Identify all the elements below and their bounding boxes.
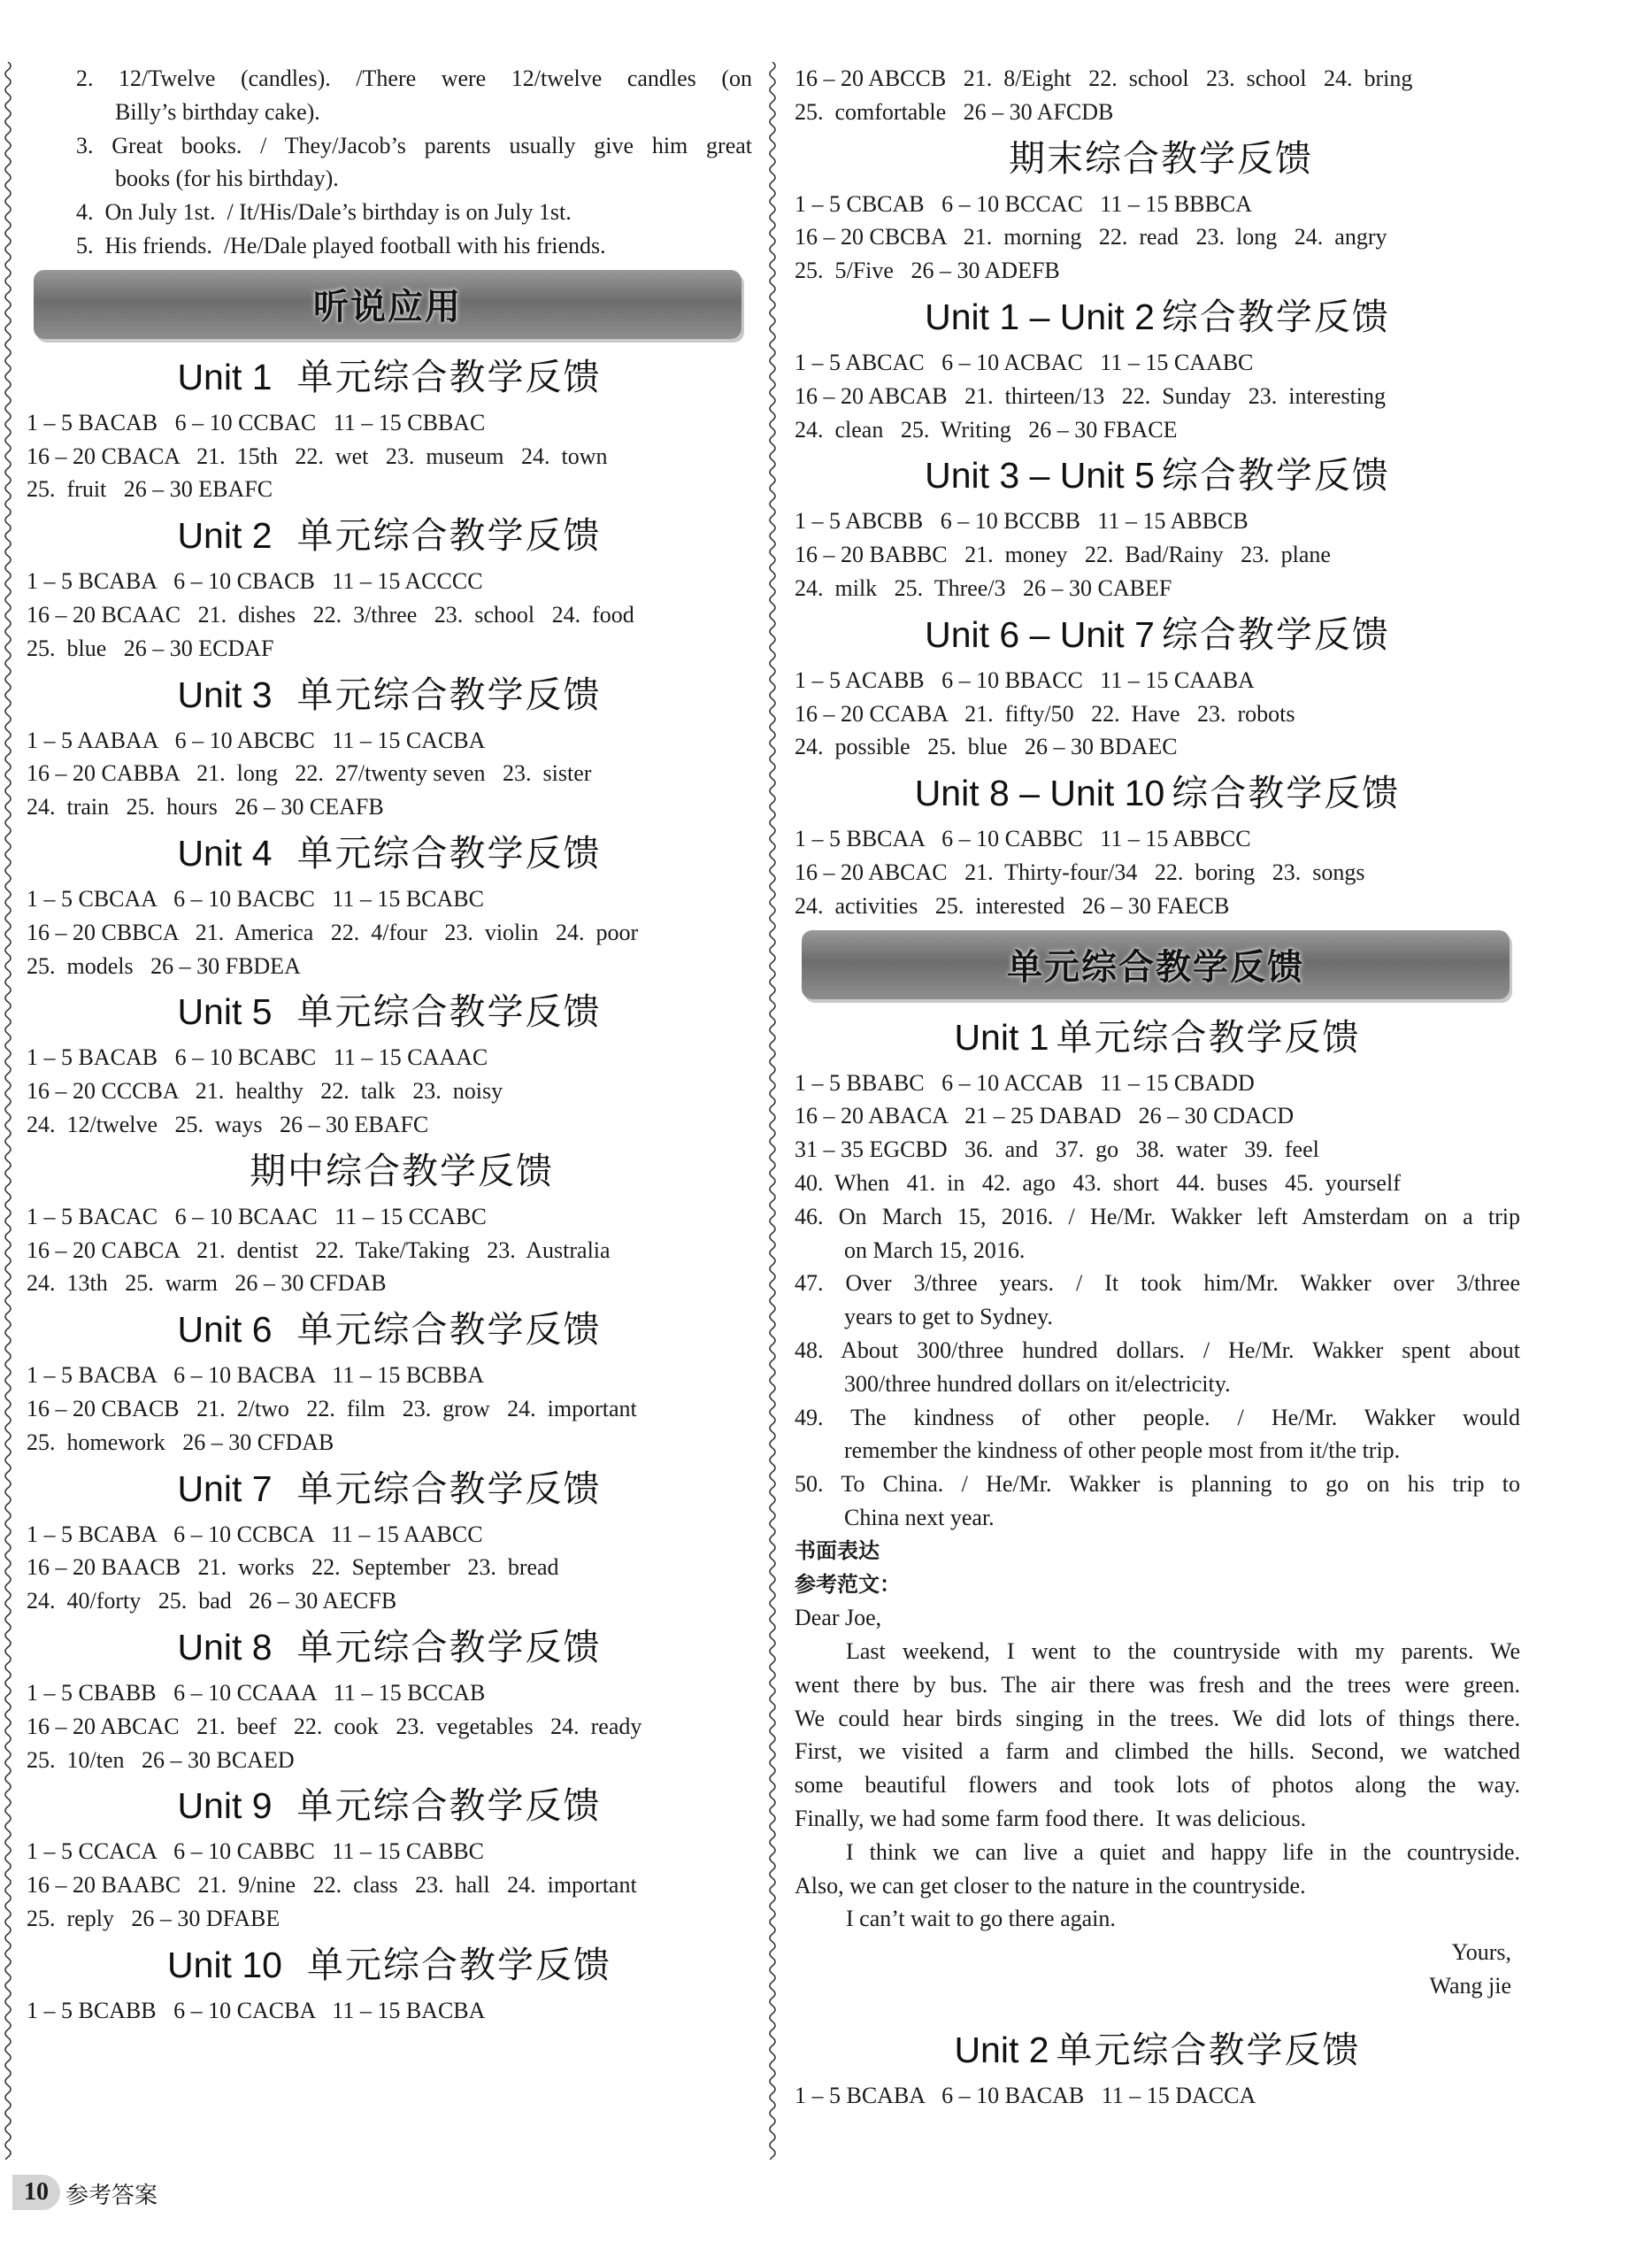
- answer-line: 25. fruit 26 – 30 EBAFC: [27, 476, 273, 503]
- heading-title: 单元综合教学反馈: [296, 355, 602, 398]
- heading-unit: Unit 8 – Unit 10: [914, 773, 1165, 814]
- answer-line: 参考范文：: [795, 1571, 901, 1597]
- page-number: 10: [12, 2175, 60, 2210]
- answer-line: 16 – 20 CABBA 21. long 22. 27/twenty seven 23. sister: [27, 760, 592, 787]
- heading-title: 综合教学反馈: [1161, 295, 1390, 338]
- section-heading: [795, 133, 1520, 184]
- answer-line: Also, we can get closer to the nature in the countryside.: [795, 1872, 1306, 1899]
- answer-line: years to get to Sydney.: [844, 1304, 1053, 1330]
- section-heading: [27, 986, 752, 1037]
- answer-line: 1 – 5 ABCBB 6 – 10 BCCBB 11 – 15 ABBCB: [795, 508, 1249, 535]
- answer-line: 50. To China. / He/Mr. Wakker is planning to go on his trip to: [795, 1471, 1520, 1498]
- answer-line: Finally, we had some farm food there. It was delicious.: [795, 1806, 1307, 1832]
- answer-line: books (for his birthday).: [115, 166, 339, 192]
- answer-line: 47. Over 3/three years. / It took him/Mr. Wakker over 3/three: [795, 1270, 1520, 1297]
- section-heading: [27, 1939, 752, 1991]
- answer-line: 16 – 20 CABCA 21. dentist 22. Take/Taking 23. Australia: [27, 1236, 611, 1263]
- answer-line: 16 – 20 BABBC 21. money 22. Bad/Rainy 23. plane: [795, 542, 1331, 568]
- answer-line: 1 – 5 CBABB 6 – 10 CCAAA 11 – 15 BCCAB: [27, 1679, 486, 1706]
- left-border-wave: [2, 62, 14, 2160]
- answer-line: 1 – 5 AABAA 6 – 10 ABCBC 11 – 15 CACBA: [27, 727, 486, 753]
- answer-line: 3. Great books. / They/Jacob’s parents usually give him great: [76, 132, 752, 158]
- answer-line: 25. reply 26 – 30 DFABE: [27, 1905, 280, 1931]
- answer-line: 16 – 20 CCCBA 21. healthy 22. talk 23. noisy: [27, 1078, 503, 1105]
- answer-line: 40. When 41. in 42. ago 43. short 44. buses 45. yourself: [795, 1169, 1401, 1196]
- answer-line: 1 – 5 BACAB 6 – 10 CCBAC 11 – 15 CBBAC: [27, 409, 486, 435]
- heading-unit: Unit 9: [177, 1785, 273, 1827]
- section-banner: [802, 930, 1510, 999]
- column-divider-wave: [766, 62, 779, 2160]
- heading-title: 单元综合教学反馈: [296, 1467, 602, 1510]
- section-heading: [27, 669, 752, 720]
- section-heading: [795, 1012, 1520, 1063]
- answer-line: 1 – 5 CBCAA 6 – 10 BACBC 11 – 15 BCABC: [27, 885, 484, 912]
- answer-line: 1 – 5 CCACA 6 – 10 CABBC 11 – 15 CABBC: [27, 1838, 484, 1865]
- heading-unit: Unit 2: [954, 2029, 1049, 2070]
- heading-unit: Unit 3 – Unit 5: [925, 455, 1155, 497]
- answer-line: 1 – 5 ABCAC 6 – 10 ACBAC 11 – 15 CAABC: [795, 349, 1254, 375]
- answer-line: 48. About 300/three hundred dollars. / He/Mr. Wakker spent about: [795, 1336, 1520, 1363]
- section-heading: [27, 1304, 752, 1355]
- heading-title: 期中综合教学反馈: [250, 1149, 554, 1192]
- answer-line: 16 – 20 ABCCB 21. 8/Eight 22. school 23. school 24. bring: [795, 65, 1413, 91]
- answer-line: 300/three hundred dollars on it/electricity.: [844, 1370, 1231, 1397]
- heading-unit: Unit 8: [177, 1626, 273, 1668]
- answer-line: 1 – 5 BACBA 6 – 10 BACBA 11 – 15 BCBBA: [27, 1362, 484, 1389]
- answer-line: 46. On March 15, 2016. / He/Mr. Wakker left Amsterdam on a trip: [795, 1203, 1520, 1229]
- heading-unit: Unit 1: [177, 356, 273, 397]
- answer-line: 24. 13th 25. warm 26 – 30 CFDAB: [27, 1270, 387, 1297]
- answer-line: We could hear birds singing in the trees. We did lots of things there.: [795, 1705, 1520, 1731]
- answer-line: went there by bus. The air there was fresh and the trees were green.: [795, 1671, 1520, 1698]
- section-heading: [27, 1145, 752, 1197]
- heading-title: 单元综合教学反馈: [296, 1784, 602, 1828]
- answer-line: 16 – 20 ABACA 21 – 25 DABAD 26 – 30 CDACD: [795, 1103, 1295, 1129]
- answer-line: 24. clean 25. Writing 26 – 30 FBACE: [795, 416, 1178, 443]
- answer-line: 1 – 5 ACABB 6 – 10 BBACC 11 – 15 CAABA: [795, 666, 1255, 693]
- answer-line: 16 – 20 BAACB 21. works 22. September 23. bread: [27, 1554, 559, 1581]
- answer-line: China next year.: [844, 1504, 995, 1530]
- banner-title: 听说应用: [313, 287, 462, 328]
- answer-line: 25. homework 26 – 30 CFDAB: [27, 1429, 334, 1455]
- answer-line: 16 – 20 CBCBA 21. morning 22. read 23. long 24. angry: [795, 224, 1387, 250]
- heading-title: 单元综合教学反馈: [1056, 2028, 1361, 2071]
- answer-line: 24. possible 25. blue 26 – 30 BDAEC: [795, 734, 1178, 760]
- heading-unit: Unit 4: [177, 832, 273, 874]
- answer-line: 24. milk 25. Three/3 26 – 30 CABEF: [795, 574, 1172, 601]
- answer-line: 24. 40/forty 25. bad 26 – 30 AECFB: [27, 1588, 397, 1614]
- left-column: [27, 62, 752, 2027]
- answer-line: 16 – 20 ABCAB 21. thirteen/13 22. Sunday 23. interesting: [795, 382, 1387, 409]
- heading-title: 期末综合教学反馈: [1009, 136, 1313, 180]
- section-heading: [795, 767, 1520, 819]
- answer-line: First, we visited a farm and climbed the hills. Second, we watched: [795, 1738, 1520, 1765]
- heading-title: 单元综合教学反馈: [296, 514, 602, 558]
- answer-line: 1 – 5 BCABA 6 – 10 BACAB 11 – 15 DACCA: [795, 2082, 1256, 2108]
- answer-line: 49. The kindness of other people. / He/Mr. Wakker would: [795, 1404, 1520, 1430]
- heading-unit: Unit 7: [177, 1467, 273, 1509]
- section-heading: [27, 828, 752, 879]
- answer-line: 16 – 20 BAABC 21. 9/nine 22. class 23. hall 24. important: [27, 1872, 637, 1899]
- section-banner: [34, 270, 741, 339]
- answer-line: 16 – 20 ABCAC 21. beef 22. cook 23. vegetables 24. ready: [27, 1713, 642, 1739]
- section-heading: [795, 2024, 1520, 2076]
- heading-unit: Unit 3: [177, 674, 273, 715]
- answer-line: Wang jie: [1429, 1973, 1511, 1999]
- answer-line: 1 – 5 CBCAB 6 – 10 BCCAC 11 – 15 BBBCA: [795, 190, 1252, 217]
- section-heading: [27, 1780, 752, 1831]
- answer-line: 1 – 5 BACAC 6 – 10 BCAAC 11 – 15 CCABC: [27, 1203, 487, 1229]
- heading-title: 单元综合教学反馈: [296, 1308, 602, 1352]
- answer-line: 25. models 26 – 30 FBDEA: [27, 952, 301, 979]
- answer-line: Yours,: [1451, 1939, 1511, 1966]
- section-heading: [27, 1621, 752, 1673]
- page-label: 参考答案: [65, 2183, 158, 2209]
- answer-line: 1 – 5 BBCAA 6 – 10 CABBC 11 – 15 ABBCC: [795, 826, 1251, 852]
- section-heading: [795, 291, 1520, 343]
- answer-line: 25. 10/ten 26 – 30 BCAED: [27, 1746, 295, 1773]
- section-heading: [27, 351, 752, 403]
- section-heading: [27, 1463, 752, 1514]
- answer-line: 书面表达: [795, 1537, 880, 1563]
- heading-title: 单元综合教学反馈: [1056, 1015, 1361, 1059]
- answer-line: Dear Joe,: [795, 1605, 882, 1631]
- answer-line: on March 15, 2016.: [844, 1236, 1026, 1263]
- answer-line: 1 – 5 BCABB 6 – 10 CACBA 11 – 15 BACBA: [27, 1997, 486, 2023]
- heading-unit: Unit 5: [177, 991, 273, 1033]
- banner-title: 单元综合教学反馈: [1007, 947, 1304, 989]
- answer-line: 31 – 35 EGCBD 36. and 37. go 38. water 39. feel: [795, 1136, 1319, 1163]
- answer-line: 16 – 20 CCABA 21. fifty/50 22. Have 23. robots: [795, 700, 1295, 727]
- section-heading: [795, 609, 1520, 660]
- heading-title: 综合教学反馈: [1172, 772, 1401, 815]
- section-heading: [27, 510, 752, 561]
- answer-line: 25. blue 26 – 30 ECDAF: [27, 635, 274, 661]
- answer-line: 24. train 25. hours 26 – 30 CEAFB: [27, 794, 384, 820]
- answer-line: 16 – 20 CBACB 21. 2/two 22. film 23. grow 24. important: [27, 1395, 637, 1421]
- answer-line: 25. 5/Five 26 – 30 ADEFB: [795, 258, 1060, 284]
- answer-line: 2. 12/Twelve (candles). /There were 12/twelve candles (on: [76, 65, 752, 91]
- section-heading: [795, 450, 1520, 501]
- heading-unit: Unit 10: [167, 1944, 282, 1985]
- answer-line: 25. comfortable 26 – 30 AFCDB: [795, 98, 1114, 125]
- heading-title: 单元综合教学反馈: [296, 673, 602, 716]
- right-column: [795, 62, 1520, 2113]
- answer-line: 16 – 20 BCAAC 21. dishes 22. 3/three 23. school 24. food: [27, 601, 634, 628]
- heading-title: 单元综合教学反馈: [306, 1943, 611, 1986]
- answer-line: some beautiful flowers and took lots of photos along the way.: [795, 1772, 1520, 1799]
- answer-line: 24. 12/twelve 25. ways 26 – 30 EBAFC: [27, 1111, 429, 1137]
- answer-line: 1 – 5 BCABA 6 – 10 CCBCA 11 – 15 AABCC: [27, 1521, 483, 1547]
- answer-line: 1 – 5 BBABC 6 – 10 ACCAB 11 – 15 CBADD: [795, 1069, 1255, 1096]
- heading-unit: Unit 1: [954, 1016, 1049, 1058]
- answer-line: I think we can live a quiet and happy life in the countryside.: [846, 1838, 1520, 1865]
- answer-line: Billy’s birthday cake).: [115, 98, 320, 125]
- heading-unit: Unit 6 – Unit 7: [925, 613, 1155, 655]
- heading-title: 单元综合教学反馈: [296, 831, 602, 874]
- answer-line: remember the kindness of other people most from it/the trip.: [844, 1437, 1401, 1464]
- heading-title: 综合教学反馈: [1161, 612, 1390, 656]
- answer-line: Last weekend, I went to the countryside with my parents. We: [846, 1638, 1520, 1665]
- answer-line: I can’t wait to go there again.: [846, 1906, 1116, 1932]
- heading-unit: Unit 6: [177, 1309, 273, 1351]
- answer-line: 5. His friends. /He/Dale played football with his friends.: [76, 232, 606, 258]
- heading-unit: Unit 2: [177, 515, 273, 557]
- answer-line: 1 – 5 BCABA 6 – 10 CBACB 11 – 15 ACCCC: [27, 568, 483, 595]
- heading-title: 单元综合教学反馈: [296, 1625, 602, 1668]
- answer-line: 16 – 20 CBACA 21. 15th 22. wet 23. museum 24. town: [27, 443, 608, 469]
- heading-unit: Unit 1 – Unit 2: [925, 296, 1155, 337]
- answer-line: 16 – 20 CBBCA 21. America 22. 4/four 23. violin 24. poor: [27, 919, 639, 945]
- answer-line: 1 – 5 BACAB 6 – 10 BCABC 11 – 15 CAAAC: [27, 1044, 488, 1071]
- heading-title: 综合教学反馈: [1161, 454, 1390, 497]
- answer-line: 4. On July 1st. / It/His/Dale’s birthday is on July 1st.: [76, 199, 572, 226]
- heading-title: 单元综合教学反馈: [296, 990, 602, 1034]
- answer-line: 24. activities 25. interested 26 – 30 FAECB: [795, 892, 1230, 919]
- answer-line: 16 – 20 ABCAC 21. Thirty-four/34 22. boring 23. songs: [795, 859, 1365, 885]
